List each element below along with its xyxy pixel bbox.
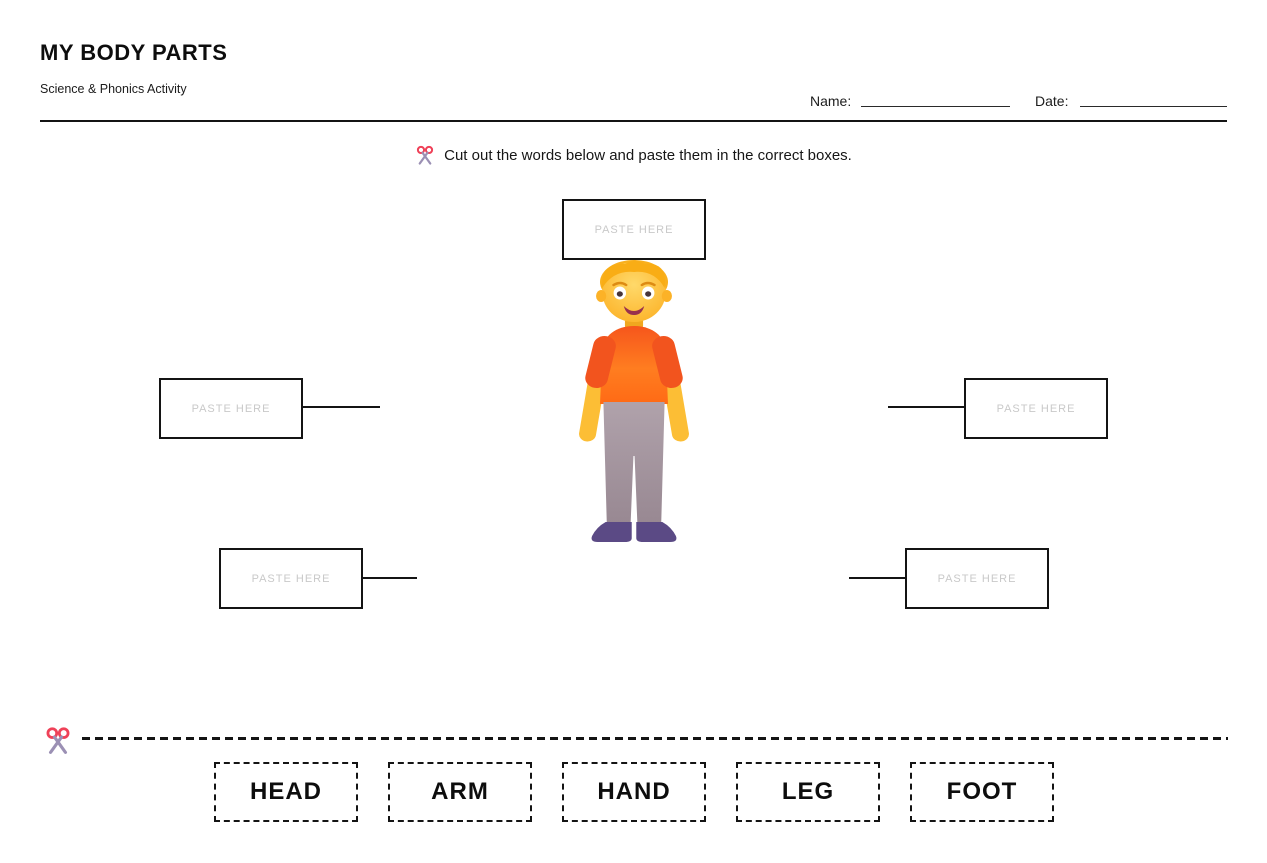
leader-line-left-lower [362, 577, 417, 579]
name-blank[interactable] [861, 106, 1010, 107]
paste-box-left-lower[interactable] [219, 548, 363, 609]
paste-box-label: PASTE HERE [594, 223, 674, 236]
name-label: Name: [810, 93, 852, 109]
instruction-row [0, 145, 1267, 166]
word-card-hand[interactable] [562, 762, 706, 822]
word-label: HEAD [249, 778, 322, 805]
paste-box-label: PASTE HERE [937, 572, 1017, 585]
paste-box-label: PASTE HERE [191, 402, 271, 415]
paste-box-label: PASTE HERE [996, 402, 1076, 415]
word-label: ARM [431, 778, 489, 805]
page-subtitle: Science & Phonics Activity [40, 82, 187, 96]
dashed-cut-line [82, 737, 1228, 740]
date-blank[interactable] [1080, 106, 1227, 107]
page-title: MY BODY PARTS [40, 40, 228, 65]
scissors-icon [44, 726, 72, 756]
word-card-leg[interactable] [736, 762, 880, 822]
paste-box-label: PASTE HERE [251, 572, 331, 585]
word-label: FOOT [946, 778, 1018, 805]
scissors-icon [415, 145, 435, 166]
leader-line-right-lower [849, 577, 905, 579]
word-card-foot[interactable] [910, 762, 1054, 822]
person-standing-emoji [566, 256, 702, 546]
paste-box-top[interactable] [562, 199, 706, 260]
word-card-head[interactable] [214, 762, 358, 822]
paste-box-left-upper[interactable] [159, 378, 303, 439]
paste-box-right-upper[interactable] [964, 378, 1108, 439]
word-card-arm[interactable] [388, 762, 532, 822]
word-label: HAND [597, 778, 671, 805]
paste-box-right-lower[interactable] [905, 548, 1049, 609]
leader-line-right-upper [888, 406, 964, 408]
date-label: Date: [1035, 93, 1069, 109]
leader-line-left-upper [302, 406, 380, 408]
header-divider [40, 120, 1227, 122]
instruction-text: Cut out the words below and paste them in the correct boxes. [444, 147, 852, 164]
word-label: LEG [781, 778, 835, 805]
